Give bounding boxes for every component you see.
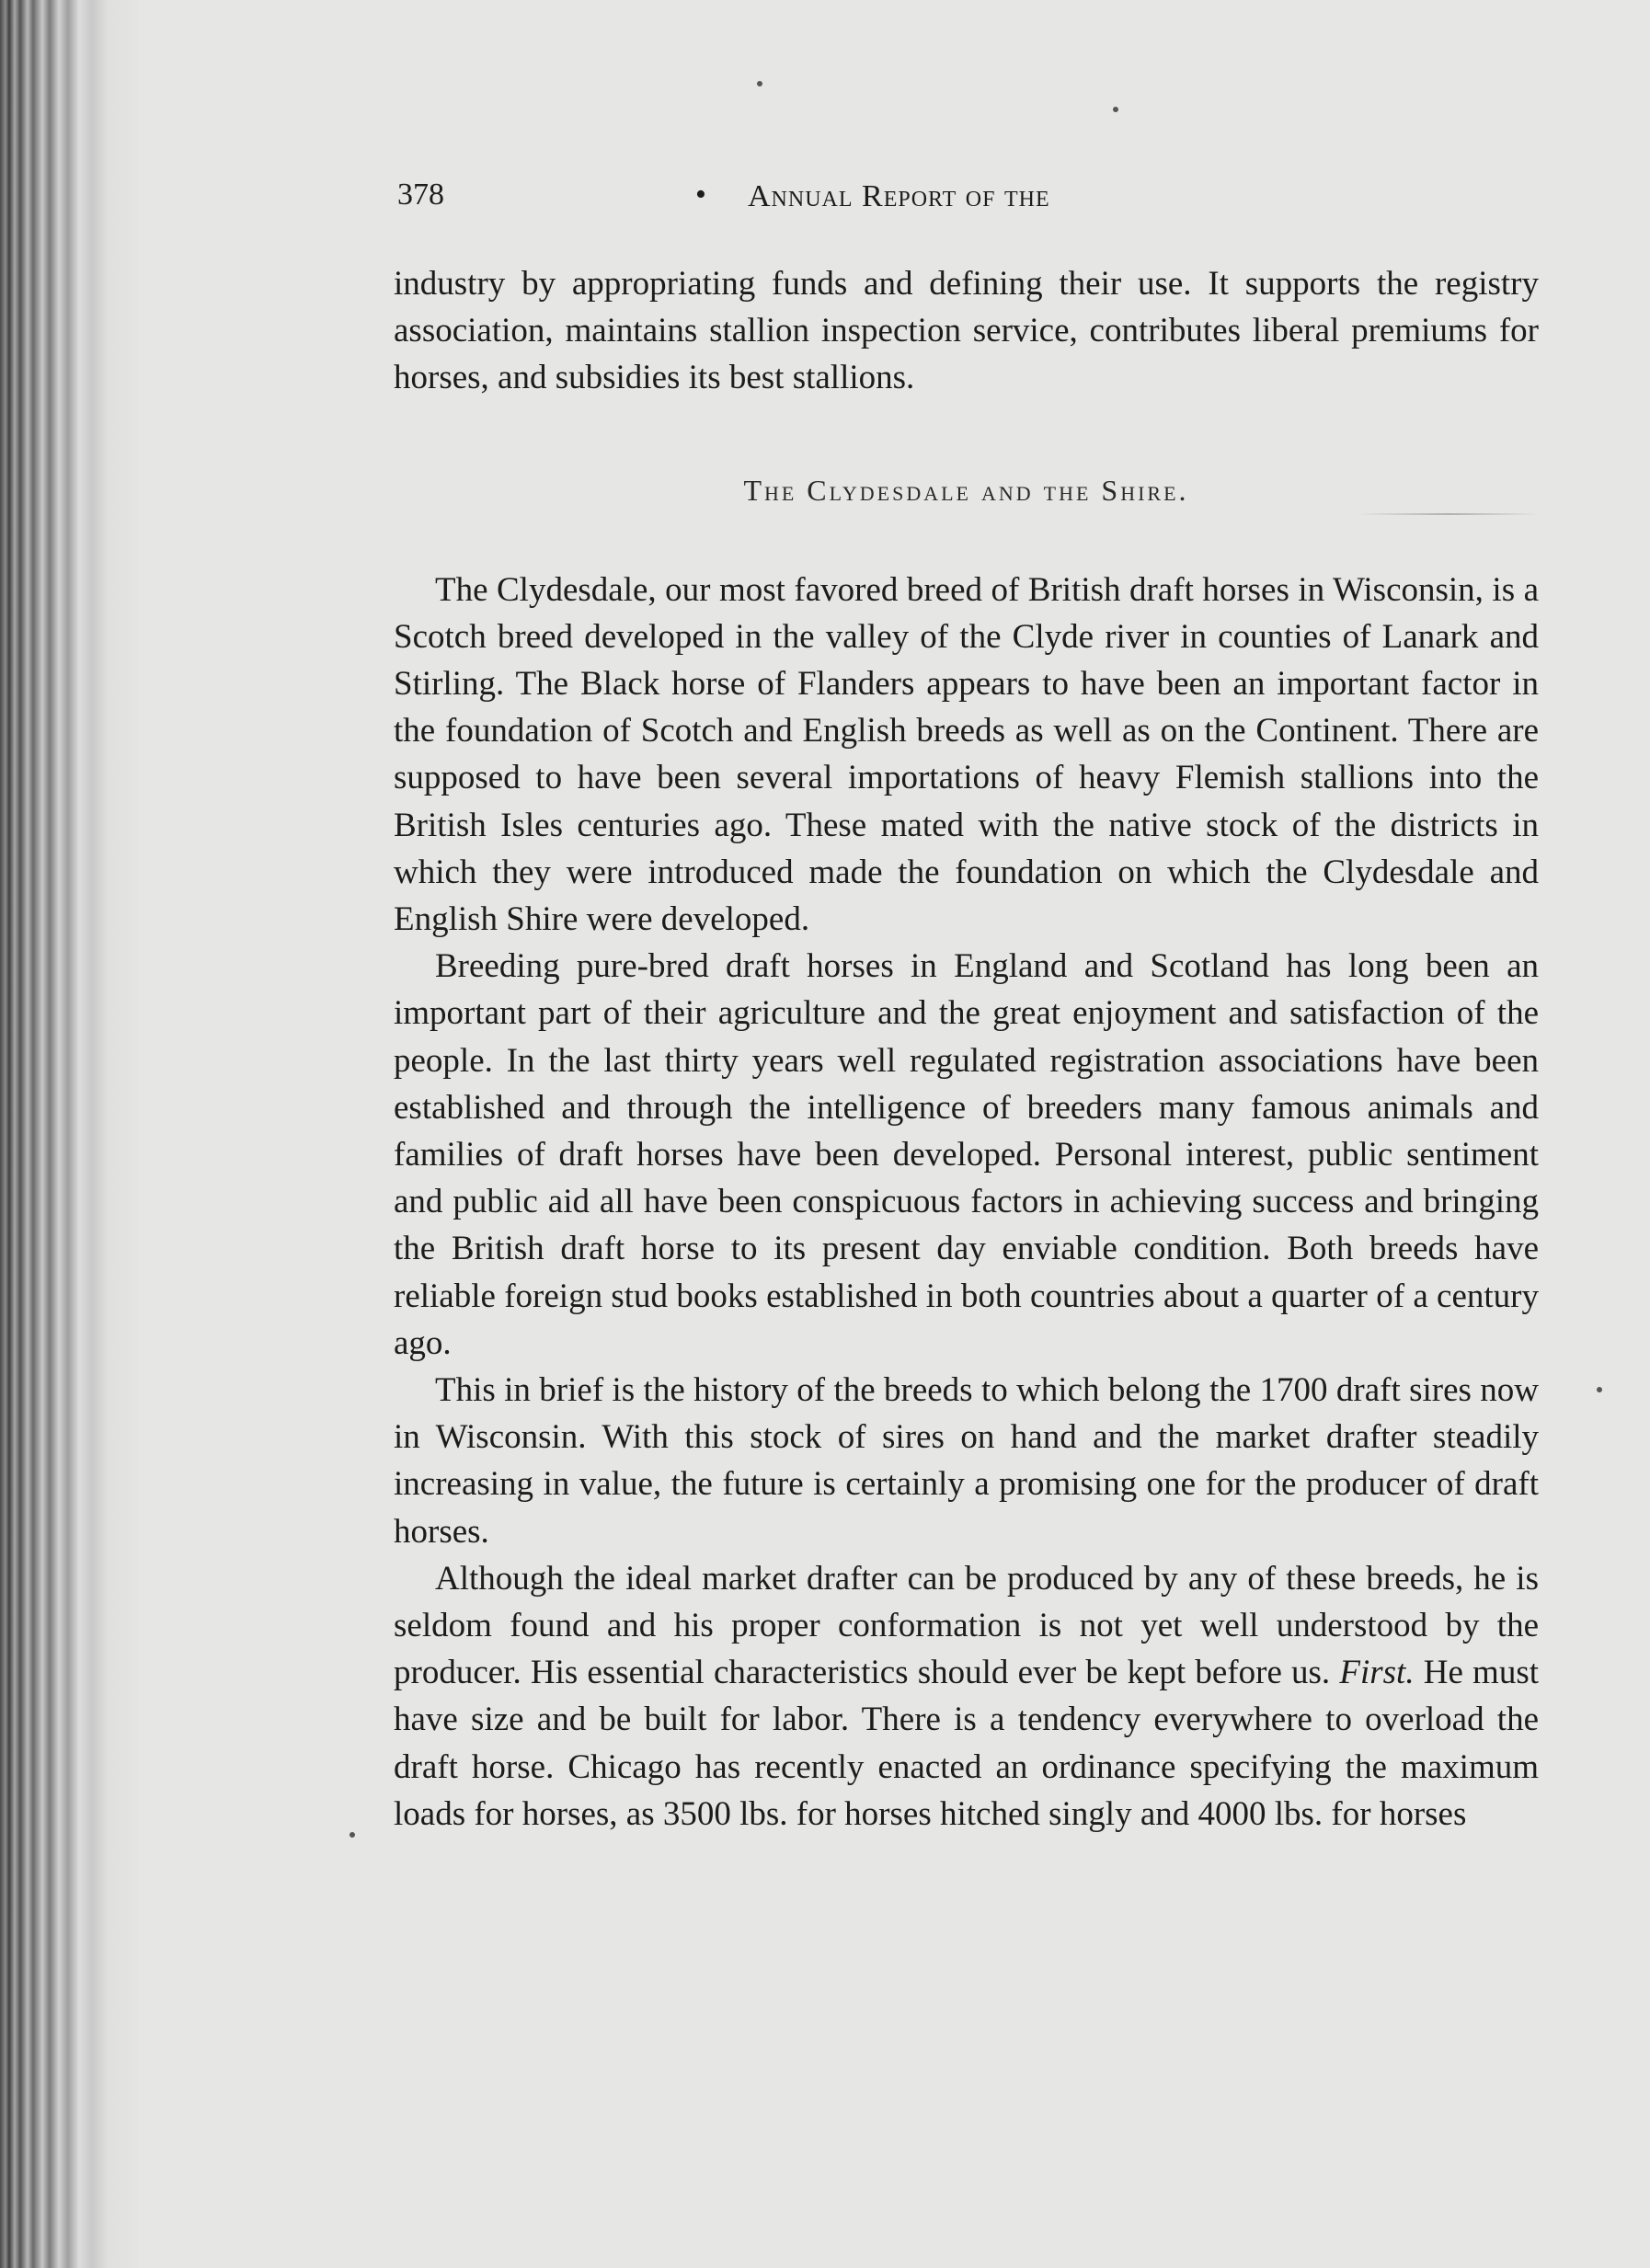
running-head-title: Annual Report of the [748,179,1050,213]
section-heading: The Clydesdale and the Shire. [743,473,1189,507]
intro-paragraph: industry by appropriating funds and defining their use. It supports the registry association, maintains stallion inspection service, contributes liberal premiums for horses, and subsidies its best stallions. [394,265,1539,397]
page-speck [1597,1387,1602,1392]
running-head [394,170,1539,225]
paragraph-breeding-history: Breeding pure-bred draft horses in England and Scotland has long been an important part of their agriculture and the great enjoyment and satisfaction of the people. In the last thirty years well regulated registration associations have been established and through the intelligence of breeders many famous animals and families of draft horses have been developed. Personal interest, public sentiment and public aid all have been conspicuous factors in achieving success and bringing the British draft horse to its present day enviable condition. Both breeds have reliable foreign stud books established in both countries about a quarter of a century ago. [394,947,1539,1362]
paragraph-market-drafter-end: He must have size and be built for labor. There is a tendency everywhere to overload the draft horse. Chicago has recently enacted an ordinance specifying the maximum loads for horses, as 3500 lbs. for horses hitched singly and 4000 lbs. for horses [394,1654,1540,1833]
running-head-bullet: • [695,178,706,212]
page-speck [349,1832,355,1838]
paragraph-clydesdale-origin: The Clydesdale, our most favored breed of British draft horses in Wisconsin, is a Scotch breed developed in the valley of the Clyde river in counties of Lanark and Stirling. The Black horse of Flanders appears to have been an important factor in the foundation of Scotch and English breeds as well as on the Continent. There are supposed to have been several importations of heavy Flemish stallions into the British Isles centuries ago. These mated with the native stock of the districts in which they were introduced made the foundation on which the Clydesdale and English Shire were developed. [394,570,1539,939]
page-speck [1113,107,1118,112]
paragraph-market-drafter-first: First. [1339,1654,1415,1692]
paragraph-market-drafter-start: Although the ideal market drafter can be produced by any of these breeds, he is seldom found and his proper conformation is not yet well understood by the producer. His essential characteristics should ever be kept before us. [394,1559,1539,1692]
page-number: 378 [397,178,444,212]
paragraph-market-drafter [394,1555,1539,1838]
page-speck [757,81,762,86]
page-text-block [394,170,1539,1838]
paragraph-wisconsin-sires: This in brief is the history of the breeds to which belong the 1700 draft sires now in Wisconsin. With this stock of sires on hand and the market drafter steadily increasing in value, the future is certainly a promising one for the producer of draft horses. [394,1371,1539,1551]
book-spine-edge [0,0,138,2268]
